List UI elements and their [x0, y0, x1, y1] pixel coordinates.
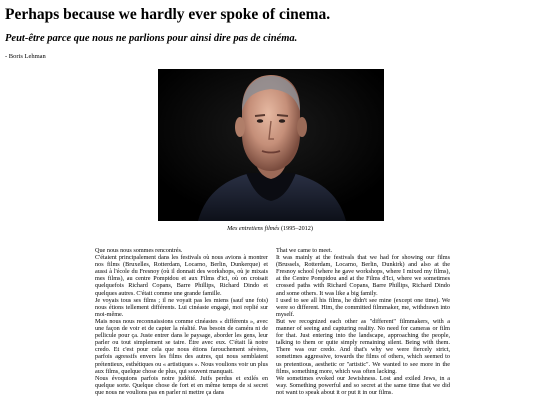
- article-title: Perhaps because we hardly ever spoke of cinema.: [5, 6, 331, 23]
- paragraph: But we recognized each other as "different" filmmakers, with a manner of seeing and capturing reality. No need for cameras or film for that. Just entering into the landscape, approaching the people, talking to them or quite simply remaining silent. Being with them. There was our credo. And that's why we were fiercely strict, sometimes aggressive, towards the films of others, which seemed to us pretentious, aesthetic or "artistic". We wanted to see more in the films, something more, which was often lacking.: [276, 317, 450, 375]
- paragraph: It was mainly at the festivals that we had for showing our films (Brussels, Rotterdam, Locarno, Berlin, Dunkirk) and also at the Fresnoy school (where he gave workshops, where I mixed my films), at the Centre Pompidou and at the Films d'Ici, where we sometimes crossed paths with Richard Copans, Barre Phillips, Richard Dindo and some others. It was like a big family.: [276, 254, 450, 297]
- paragraph: That we came to meet.: [276, 247, 333, 254]
- article-byline: - Boris Lehman: [5, 53, 46, 60]
- french-text-column: [95, 247, 268, 405]
- paragraph: Mais nous nous reconnaissions comme cinéastes « différents », avec une façon de voir et de capter la réalité. Pas besoin de caméra ni de pellicule pour ça. Juste entrer dans le paysage, aborder les gens, leur parler ou tout simplement se taire. Être avec eux. C'était là notre credo. Et c'est pour cela que nous étions farouchement sévères, parfois agressifs envers les films des autres, qui nous semblaient prétentieux, esthétiques ou « artistiques ». Nous voulions voir un plus aux films, quelque chose de plus, qui souvent manquait.: [95, 317, 268, 375]
- english-text-column: [276, 247, 450, 405]
- caption-film-title: Mes entretiens filmés: [227, 225, 280, 232]
- portrait-illustration: [158, 69, 384, 221]
- paragraph: I used to see all his films, he didn't see mine (except one time). We were so different. Him, the committed filmmaker, me, withdrawn into myself.: [276, 296, 450, 318]
- paragraph: We sometimes evoked our Jewishness. Lost and exiled Jews, in a way. Something powerful and so secret at the same time that we did not want to speak about it or put it in our films.: [276, 374, 450, 396]
- portrait-photo: [158, 69, 384, 221]
- figure-caption: [0, 225, 540, 232]
- caption-years: (1995–2012): [279, 225, 313, 232]
- paragraph: C'étaient principalement dans les festivals où nous avions à montrer nos films (Bruxelles, Rotterdam, Locarno, Berlin, Dunkerque) et aussi à l'école du Fresnoy (où il donnait des workshops, où je mixais mes films), au centre Pompidou et aux Films d'ici, où on croisait quelquefois Richard Copans, Barre Phillips, Richard Dindo et quelques autres. C'était comme une grande famille.: [95, 254, 268, 297]
- paragraph: Nous évoquions parfois notre judéité. Juifs perdus et exilés en quelque sorte. Quelque chose de fort et en même temps de si secret que nous ne voulions pas en parler ni mettre ça dans: [95, 374, 268, 396]
- paragraph: Je voyais tous ses films ; il ne voyait pas les miens (sauf une fois) nous étions tellement différents. Lui cinéaste engagé, moi replié sur moi-même.: [95, 296, 268, 318]
- article-subtitle: Peut-être parce que nous ne parlions pour ainsi dire pas de cinéma.: [5, 33, 298, 44]
- paragraph: Que nous nous sommes rencontrés.: [95, 247, 183, 254]
